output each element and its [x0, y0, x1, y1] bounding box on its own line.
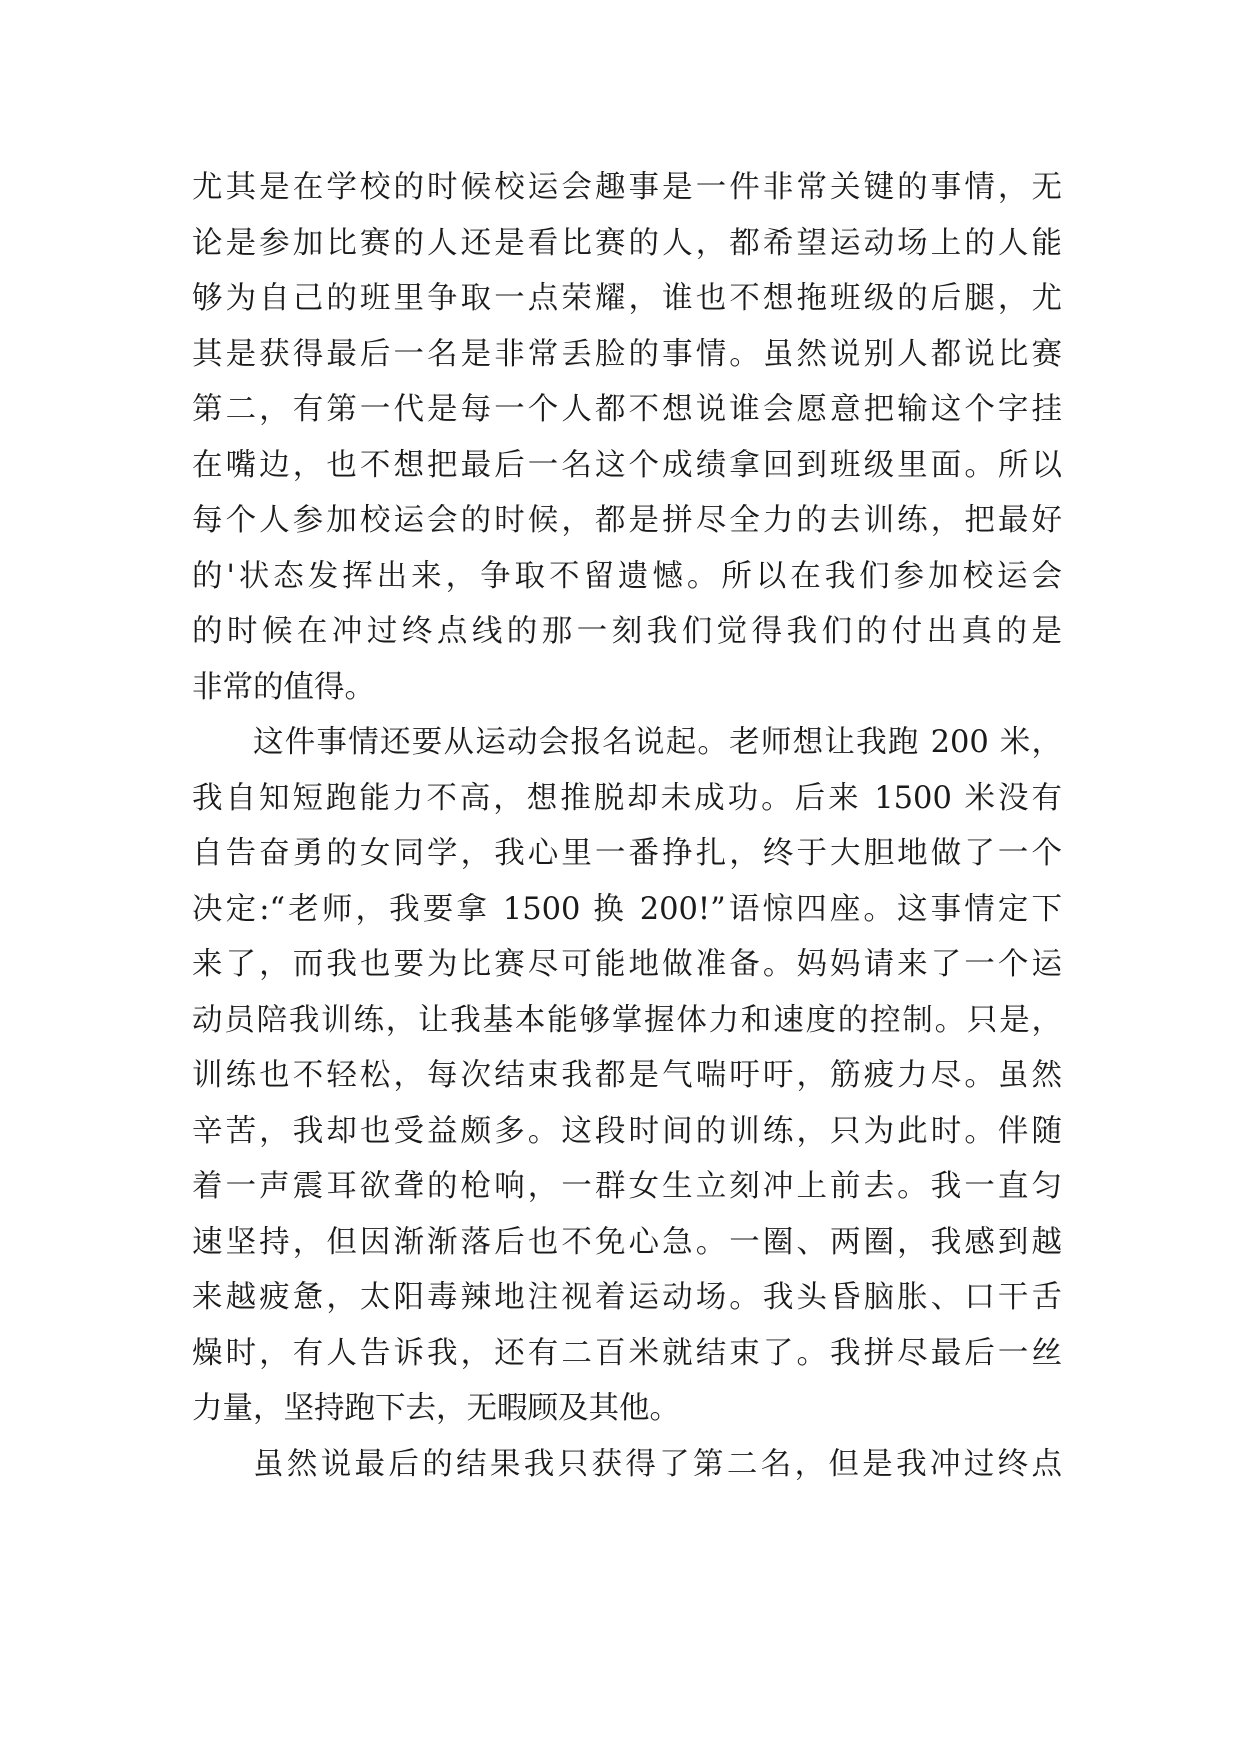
text-line: 尤其是在学校的时候校运会趣事是一件非常关键的事情，无 — [192, 170, 1062, 205]
paragraph-1 — [192, 160, 1062, 715]
text-line: 每个人参加校运会的时候，都是拼尽全力的去训练，把最好 — [192, 503, 1062, 538]
text-line: 够为自己的班里争取一点荣耀，谁也不想拖班级的后腿，尤 — [192, 281, 1062, 316]
text-line: 决定:“老师，我要拿 1500 换 200!”语惊四座。这事情定下 — [192, 891, 1062, 927]
text-line: 我自知短跑能力不高，想推脱却未成功。后来 1500 米没有 — [192, 780, 1062, 816]
text-line: 虽然说最后的结果我只获得了第二名，但是我冲过终点 — [253, 1446, 1062, 1482]
paragraph-2 — [192, 715, 1062, 1437]
text-line: 自告奋勇的女同学，我心里一番挣扎，终于大胆地做了一个 — [192, 836, 1062, 871]
text-line: 动员陪我训练，让我基本能够掌握体力和速度的控制。只是， — [192, 1002, 1062, 1038]
text-line: 着一声震耳欲聋的枪响，一群女生立刻冲上前去。我一直匀 — [192, 1169, 1062, 1204]
document-body — [192, 160, 1062, 1492]
text-line: 这件事情还要从运动会报名说起。老师想让我跑 200 米， — [253, 725, 1062, 760]
text-line: 来了，而我也要为比赛尽可能地做准备。妈妈请来了一个运 — [192, 947, 1062, 982]
paragraph-3 — [192, 1437, 1062, 1493]
text-line: 的时候在冲过终点线的那一刻我们觉得我们的付出真的是 — [192, 614, 1062, 649]
text-line: 辛苦，我却也受益颇多。这段时间的训练，只为此时。伴随 — [192, 1113, 1062, 1149]
text-line: 其是获得最后一名是非常丢脸的事情。虽然说别人都说比赛 — [192, 336, 1062, 372]
text-line: 训练也不轻松，每次结束我都是气喘吁吁，筋疲力尽。虽然 — [192, 1058, 1062, 1093]
text-line: 燥时，有人告诉我，还有二百米就结束了。我拼尽最后一丝 — [192, 1335, 1062, 1371]
text-line: 来越疲惫，太阳毒辣地注视着运动场。我头昏脑胀、口干舌 — [192, 1280, 1062, 1315]
text-line: 力量，坚持跑下去，无暇顾及其他。 — [192, 1391, 680, 1426]
text-line: 非常的值得。 — [192, 669, 375, 705]
text-line: 速坚持，但因渐渐落后也不免心急。一圈、两圈，我感到越 — [192, 1224, 1062, 1260]
text-line: 论是参加比赛的人还是看比赛的人，都希望运动场上的人能 — [192, 225, 1062, 261]
text-line: 第二，有第一代是每一个人都不想说谁会愿意把输这个字挂 — [192, 392, 1062, 427]
text-line: 在嘴边，也不想把最后一名这个成绩拿回到班级里面。所以 — [192, 447, 1062, 483]
text-line: 的'状态发挥出来，争取不留遗憾。所以在我们参加校运会 — [192, 558, 1062, 594]
